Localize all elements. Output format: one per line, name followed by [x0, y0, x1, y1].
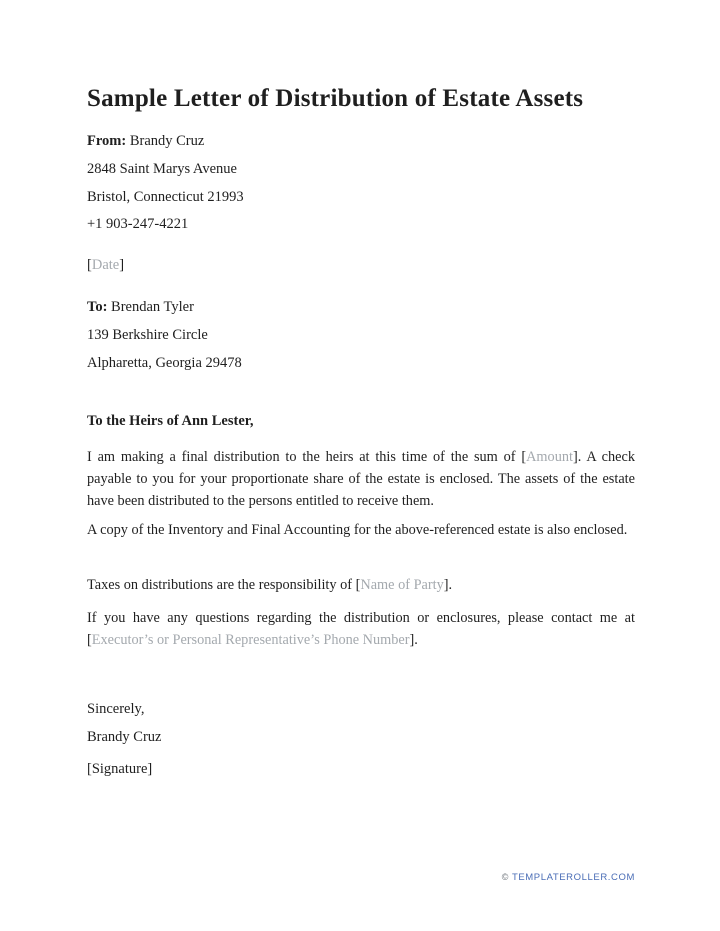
valediction: Sincerely,	[87, 701, 145, 717]
sender-address-line1: 2848 Saint Marys Avenue	[87, 161, 237, 177]
sender-address-line2: Bristol, Connecticut 21993	[87, 189, 244, 205]
body-paragraph-4	[87, 607, 635, 651]
sender-phone: +1 903-247-4221	[87, 216, 189, 232]
para4-text: If you have any questions regarding the distribution or enclosures, please contact me at [	[87, 610, 635, 648]
body-paragraph-3	[87, 574, 635, 596]
footer-site-name: TEMPLATEROLLER.COM	[511, 872, 635, 883]
body-paragraph-2: A copy of the Inventory and Final Accounting for the above-referenced estate is also enclosed.	[87, 522, 628, 538]
para3-text: Taxes on distributions are the responsibility of [	[87, 577, 361, 593]
to-label: To:	[87, 299, 108, 315]
para1-text-after: ]. A check payable to you for your proportionate share of the estate is enclosed. The assets of the estate have been distributed to the persons entitled to receive them.	[87, 449, 635, 509]
closing-name: Brandy Cruz	[87, 729, 162, 745]
sender-from-line	[87, 133, 635, 150]
recipient-to-line	[87, 299, 635, 316]
date-placeholder: Date	[91, 257, 120, 273]
date-bracket-open: [	[87, 257, 92, 273]
name-of-party-placeholder: Name of Party	[360, 577, 444, 593]
date-bracket-close: ]	[119, 257, 125, 273]
signature-placeholder: [Signature]	[87, 761, 153, 777]
recipient-name: Brendan Tyler	[111, 299, 194, 315]
para3-text-after: ].	[443, 577, 453, 593]
para1-text: I am making a final distribution to the heirs at this time of the sum of [	[87, 449, 527, 465]
from-label: From:	[87, 133, 127, 149]
salutation: To the Heirs of Ann Lester,	[87, 413, 254, 429]
footer-brand-link[interactable]	[502, 872, 635, 883]
phone-number-placeholder: Executor’s or Personal Representative’s Phone Number	[91, 632, 410, 648]
para4-text-after: ].	[409, 632, 418, 648]
recipient-address-line1: 139 Berkshire Circle	[87, 327, 208, 343]
page-title: Sample Letter of Distribution of Estate Assets	[87, 85, 584, 112]
body-paragraph-1	[87, 446, 635, 512]
amount-placeholder: Amount	[526, 449, 573, 465]
sender-name: Brandy Cruz	[129, 133, 205, 149]
date-placeholder-line	[87, 257, 635, 274]
copyright-icon: ©	[501, 872, 509, 882]
recipient-address-line2: Alpharetta, Georgia 29478	[87, 355, 242, 371]
